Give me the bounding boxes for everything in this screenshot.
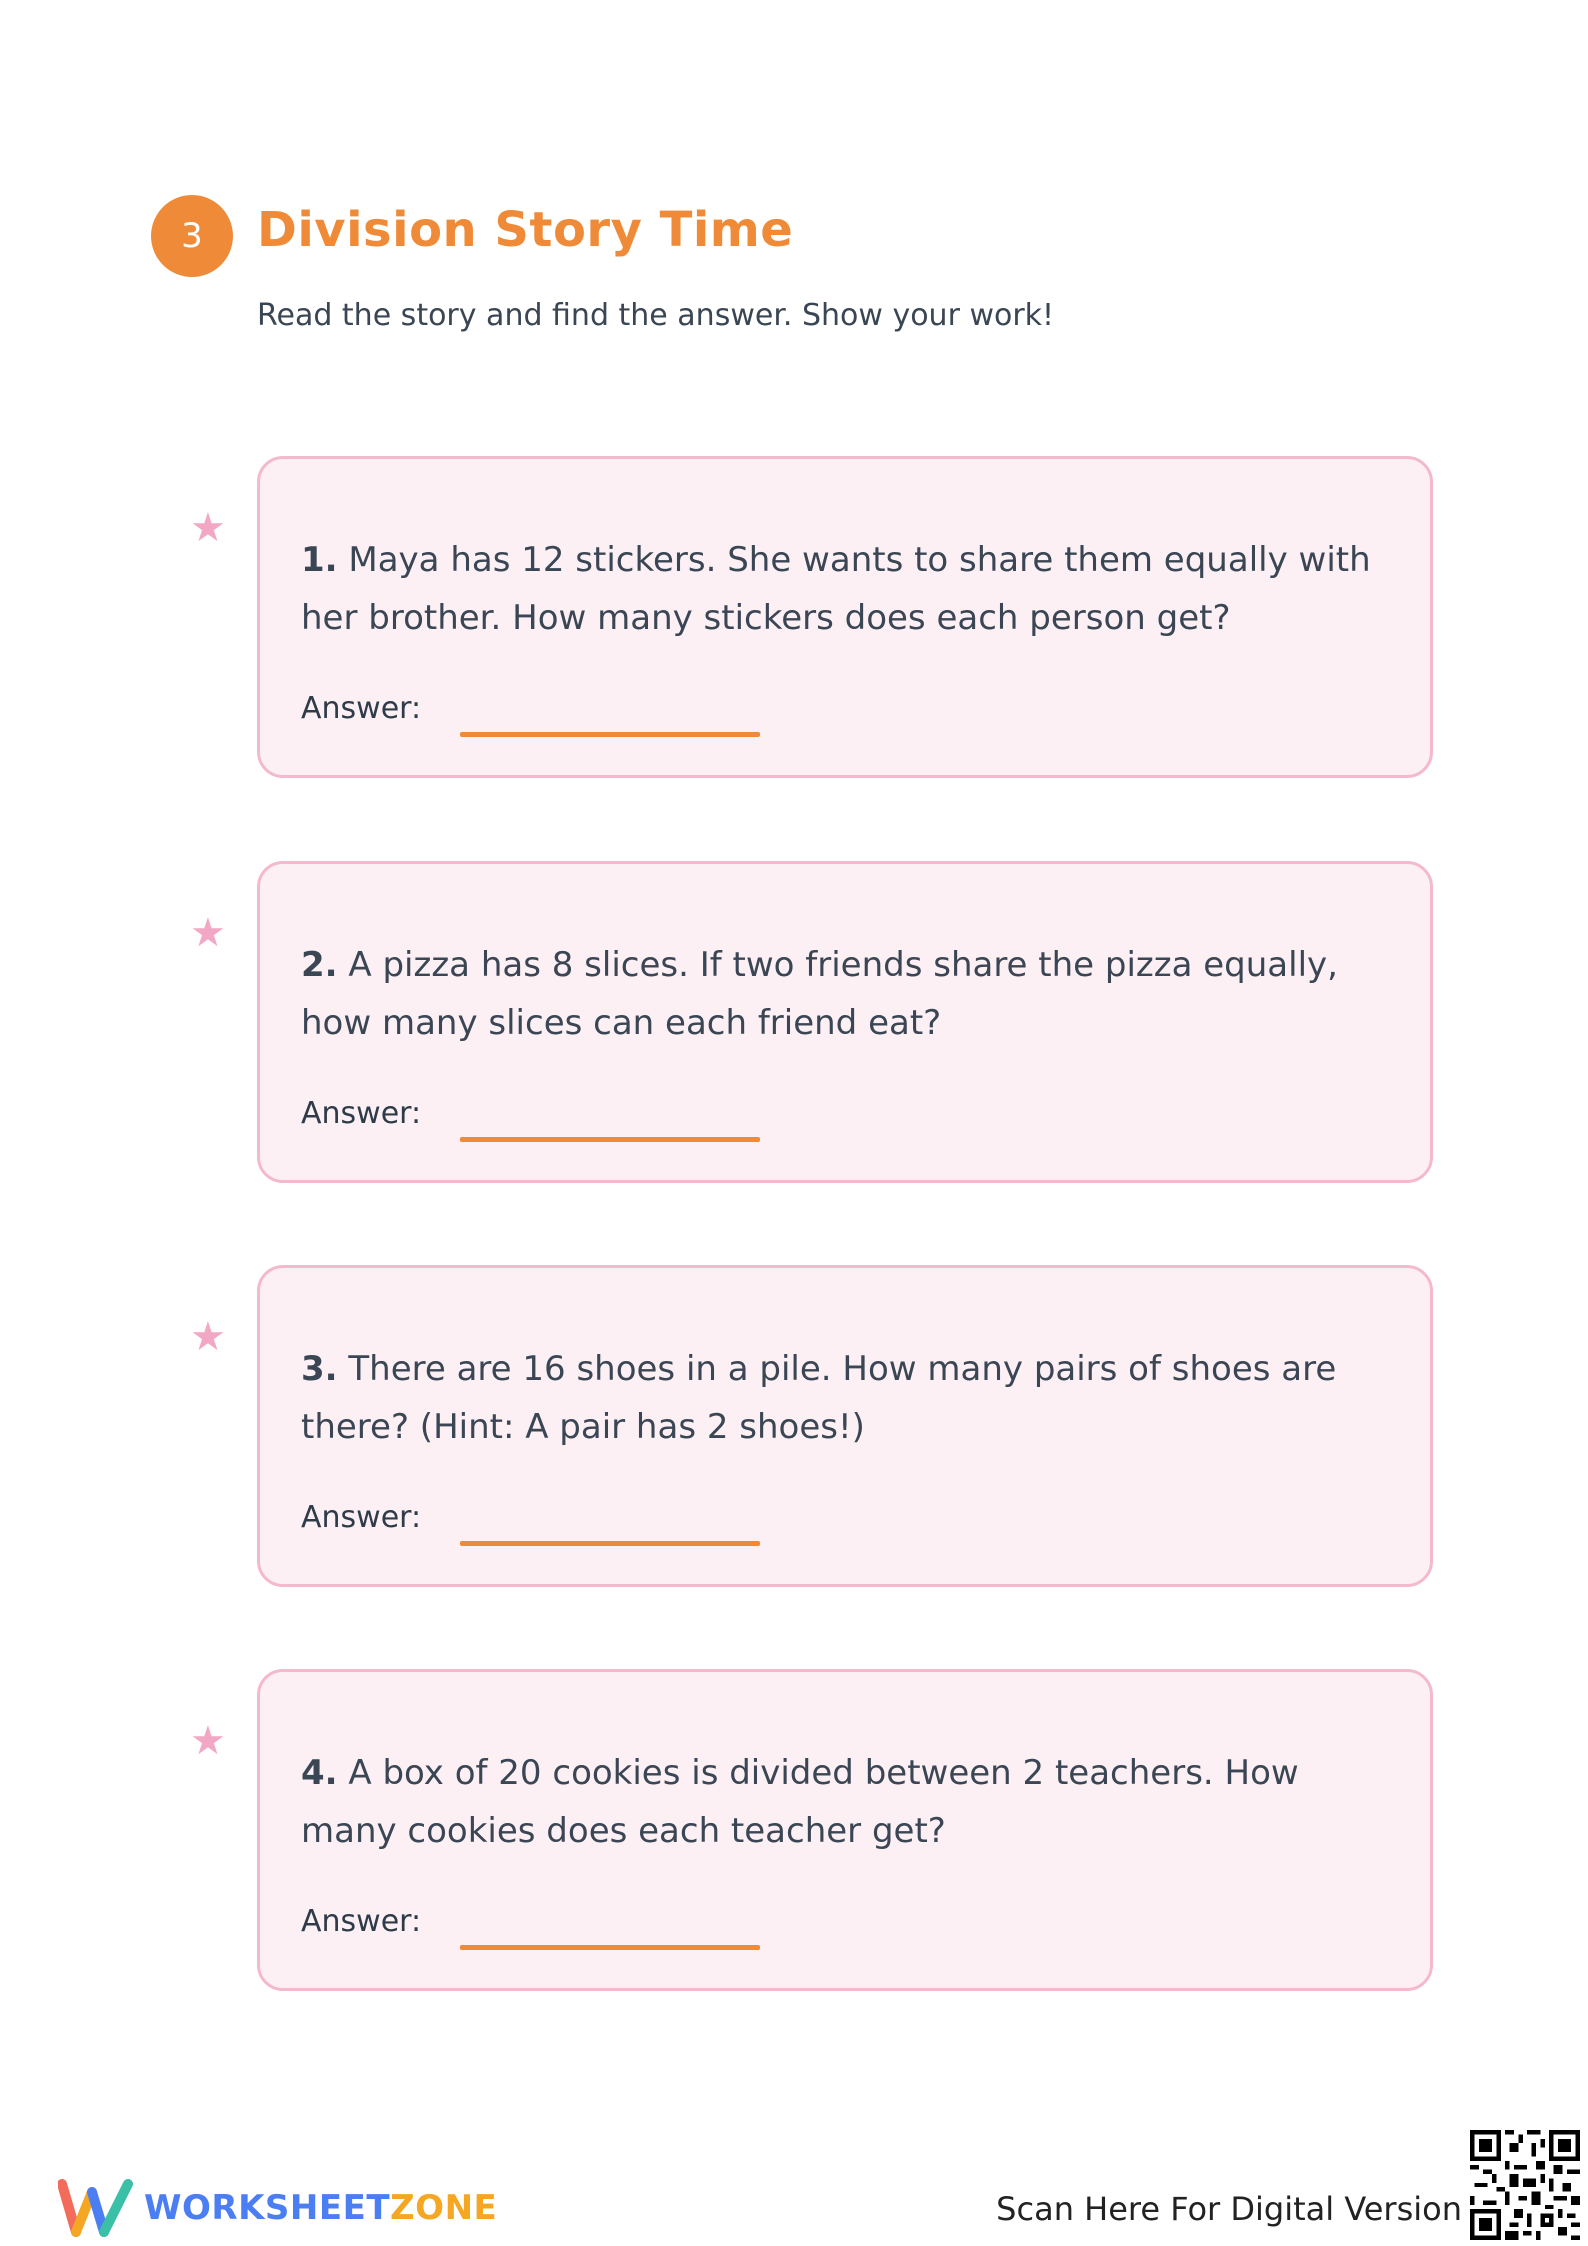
question-text-4 — [301, 1744, 1401, 1860]
logo-wordmark — [144, 2188, 497, 2228]
instructions: Read the story and find the answer. Show your work! — [257, 298, 1055, 333]
answer-label-1: Answer: — [301, 691, 422, 726]
answer-line-4[interactable] — [460, 1945, 760, 1950]
section-number: 3 — [181, 216, 203, 256]
answer-line-2[interactable] — [460, 1137, 760, 1142]
logo-word-part1: WORKSHEET — [144, 2188, 391, 2228]
question-text-1 — [301, 531, 1401, 647]
question-card-2 — [257, 861, 1433, 1183]
question-text-3 — [301, 1340, 1401, 1456]
section-title: Division Story Time — [257, 202, 794, 258]
question-card-4 — [257, 1669, 1433, 1991]
answer-line-1[interactable] — [460, 732, 760, 737]
question-body-4: A box of 20 cookies is divided between 2 teachers. How many cookies does each teacher get? — [301, 1753, 1299, 1851]
scan-text: Scan Here For Digital Version — [996, 2190, 1462, 2228]
question-number-4: 4. — [301, 1753, 338, 1793]
worksheetzone-logo[interactable] — [58, 2178, 497, 2238]
answer-label-4: Answer: — [301, 1904, 422, 1939]
question-card-3 — [257, 1265, 1433, 1587]
star-icon: ★ — [190, 505, 226, 551]
star-icon: ★ — [190, 1718, 226, 1764]
logo-word-part2: ZONE — [390, 2188, 498, 2228]
qr-code-icon[interactable] — [1470, 2130, 1580, 2240]
section-number-badge — [151, 195, 233, 277]
star-icon: ★ — [190, 1314, 226, 1360]
answer-label-3: Answer: — [301, 1500, 422, 1535]
question-body-3: There are 16 shoes in a pile. How many pairs of shoes are there? (Hint: A pair has 2 shoes!) — [301, 1349, 1337, 1447]
worksheetzone-logo-icon — [58, 2178, 134, 2238]
star-icon: ★ — [190, 910, 226, 956]
answer-line-3[interactable] — [460, 1541, 760, 1546]
question-number-3: 3. — [301, 1349, 338, 1389]
question-card-1 — [257, 456, 1433, 778]
question-body-2: A pizza has 8 slices. If two friends share the pizza equally, how many slices can each friend eat? — [301, 945, 1338, 1043]
question-number-2: 2. — [301, 945, 338, 985]
question-text-2 — [301, 936, 1401, 1052]
question-body-1: Maya has 12 stickers. She wants to share them equally with her brother. How many stickers does each person get? — [301, 540, 1371, 638]
answer-label-2: Answer: — [301, 1096, 422, 1131]
question-number-1: 1. — [301, 540, 338, 580]
